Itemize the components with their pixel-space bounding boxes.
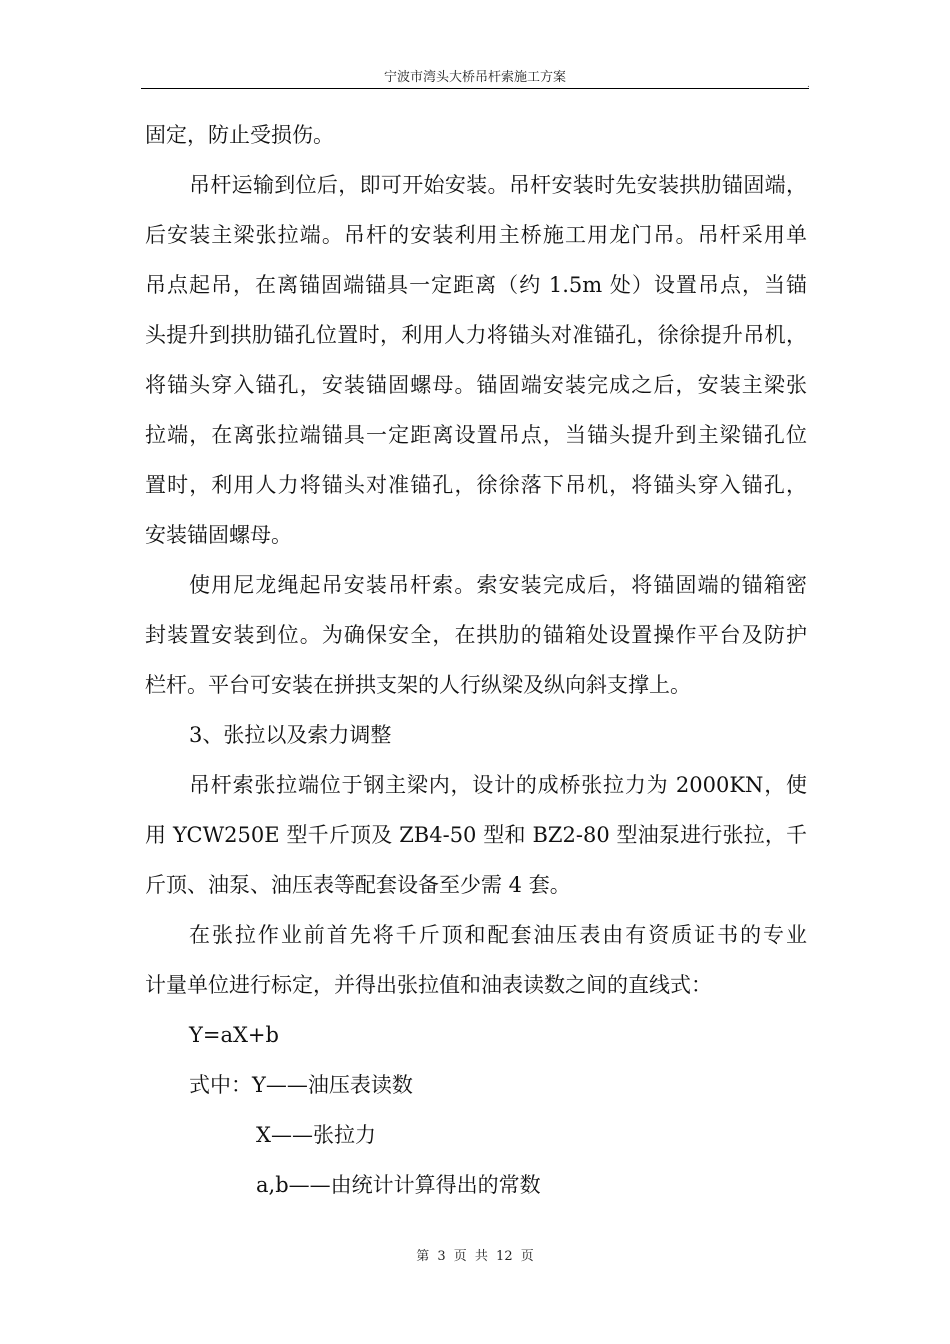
paragraph-line: 安装锚固螺母。 xyxy=(145,523,292,547)
paragraph-line: 吊杆运输到位后，即可开始安装。吊杆安装时先安装拱肋锚固端， xyxy=(189,173,807,197)
paragraph-line: 置时，利用人力将锚头对准锚孔，徐徐落下吊机，将锚头穿入锚孔， xyxy=(145,473,807,497)
paragraph-line: 吊杆索张拉端位于钢主梁内，设计的成桥张拉力为 2000KN，使 xyxy=(189,773,807,797)
paragraph-line: 斤顶、油泵、油压表等配套设备至少需 4 套。 xyxy=(145,873,571,897)
paragraph-line: 计量单位进行标定，并得出张拉值和油表读数之间的直线式： xyxy=(145,973,712,997)
paragraph-line: 固定，防止受损伤。 xyxy=(145,123,334,147)
section-heading: 3、张拉以及索力调整 xyxy=(189,723,392,747)
paragraph-line: 封装置安装到位。为确保安全，在拱肋的锚箱处设置操作平台及防护 xyxy=(145,623,807,647)
running-header: 宁波市湾头大桥吊杆索施工方案 xyxy=(383,70,566,85)
paragraph-line: 使用尼龙绳起吊安装吊杆索。索安装完成后，将锚固端的锚箱密 xyxy=(189,573,807,597)
paragraph-line: 用 YCW250E 型千斤顶及 ZB4-50 型和 BZ2-80 型油泵进行张拉，千 xyxy=(145,823,807,847)
document-body xyxy=(145,110,807,1210)
header-rule xyxy=(141,88,809,89)
formula-legend: 式中：Y——油压表读数 xyxy=(189,1073,413,1097)
formula-legend: a,b——由统计计算得出的常数 xyxy=(256,1173,541,1197)
paragraph-line: 吊点起吊，在离锚固端锚具一定距离（约 1.5m 处）设置吊点，当锚 xyxy=(145,273,807,297)
header-mark: . xyxy=(807,80,810,90)
formula: Y=aX+b xyxy=(189,1023,279,1047)
paragraph-line: 将锚头穿入锚孔，安装锚固螺母。锚固端安装完成之后，安装主梁张 xyxy=(145,373,807,397)
paragraph-line: 后安装主梁张拉端。吊杆的安装利用主桥施工用龙门吊。吊杆采用单 xyxy=(145,223,807,247)
paragraph-line: 拉端，在离张拉端锚具一定距离设置吊点，当锚头提升到主梁锚孔位 xyxy=(145,423,807,447)
paragraph-line: 头提升到拱肋锚孔位置时，利用人力将锚头对准锚孔，徐徐提升吊机， xyxy=(145,323,807,347)
paragraph-line: 栏杆。平台可安装在拼拱支架的人行纵梁及纵向斜支撑上。 xyxy=(145,673,691,697)
page-number: 第 3 页 共 12 页 xyxy=(416,1249,534,1264)
formula-legend: X——张拉力 xyxy=(256,1123,376,1147)
paragraph-line: 在张拉作业前首先将千斤顶和配套油压表由有资质证书的专业 xyxy=(189,923,807,947)
